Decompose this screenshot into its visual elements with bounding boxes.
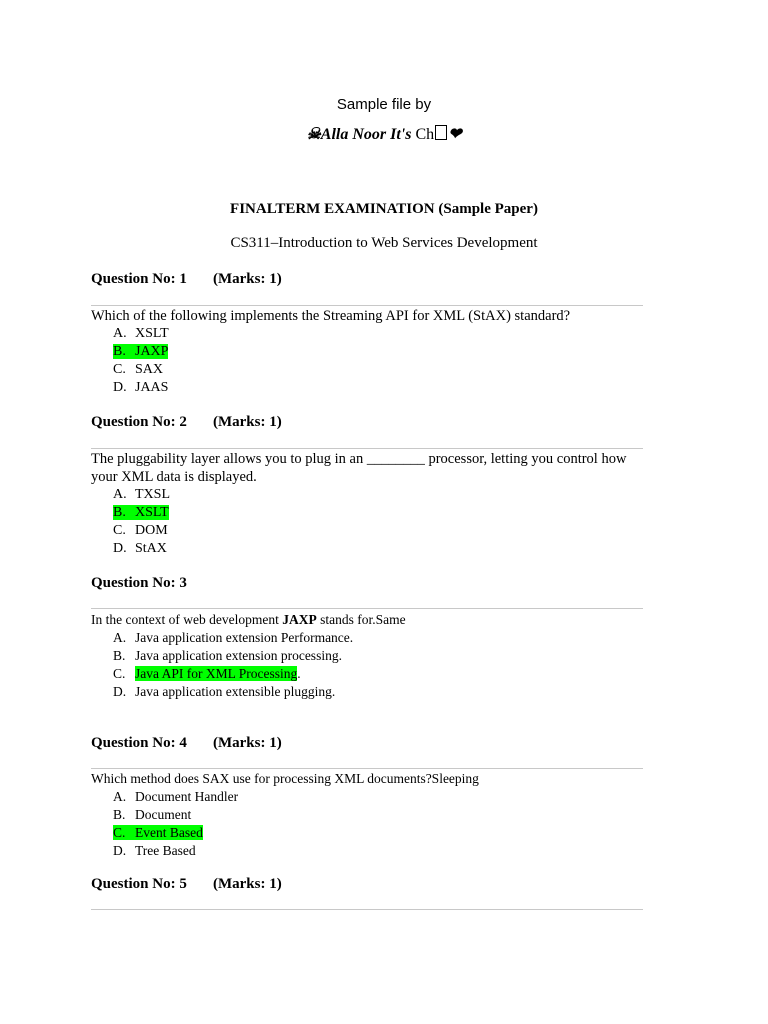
question-1-marks: (Marks: 1) xyxy=(213,271,282,287)
divider xyxy=(91,909,643,910)
author-name: Alla Noor It's xyxy=(320,126,412,143)
missing-glyph-icon xyxy=(435,125,447,140)
skull-icon: ☠ xyxy=(306,126,321,143)
question-1-text: Which of the following implements the Streaming API for XML (StAX) standard? xyxy=(91,308,571,324)
course-title: CS311–Introduction to Web Services Development xyxy=(230,235,538,251)
option-a: A. Document Handler xyxy=(113,789,239,804)
divider xyxy=(91,305,643,306)
option-b-correct: B. XSLT xyxy=(113,505,169,520)
divider xyxy=(91,608,643,609)
option-d: D. JAAS xyxy=(113,380,169,395)
divider xyxy=(91,768,643,769)
author-signature xyxy=(0,124,768,144)
question-4-text: Which method does SAX use for processing XML documents?Sleeping xyxy=(91,771,479,786)
question-2-marks: (Marks: 1) xyxy=(213,414,282,430)
sample-file-label: Sample file by xyxy=(336,96,432,113)
option-b: B. Java application extension processing. xyxy=(113,648,342,663)
option-d: D. StAX xyxy=(113,541,167,556)
question-2-options xyxy=(113,486,170,558)
question-4-number: Question No: 4 xyxy=(91,735,187,751)
option-b-correct: B. JAXP xyxy=(113,344,169,359)
question-5-number: Question No: 5 xyxy=(91,876,187,892)
option-d: D. Tree Based xyxy=(113,843,196,858)
question-3-number: Question No: 3 xyxy=(91,575,187,591)
question-4-marks: (Marks: 1) xyxy=(213,735,282,751)
question-2-number: Question No: 2 xyxy=(91,414,187,430)
question-5-heading xyxy=(91,876,282,893)
option-a: A. XSLT xyxy=(113,326,169,341)
option-d: D. Java application extensible plugging. xyxy=(113,684,336,699)
question-3-heading xyxy=(91,575,187,592)
question-4-options xyxy=(113,788,238,860)
question-2-heading xyxy=(91,414,282,431)
option-c: C. SAX xyxy=(113,362,164,377)
question-3-text: In the context of web development JAXP stands for.Same xyxy=(91,612,406,627)
option-a: A. TXSL xyxy=(113,487,170,502)
option-a: A. Java application extension Performance. xyxy=(113,630,354,645)
option-c-correct: C. Event Based xyxy=(113,825,203,840)
question-3-options xyxy=(113,629,353,701)
heart-icon: ❤ xyxy=(448,126,462,143)
question-1-number: Question No: 1 xyxy=(91,271,187,287)
question-2-text: The pluggability layer allows you to plug in an ________ processor, letting you control how your XML data is displayed. xyxy=(91,451,627,485)
option-b: B. Document xyxy=(113,807,192,822)
option-c: C. DOM xyxy=(113,523,168,538)
question-4-heading xyxy=(91,735,282,752)
author-tail: Ch xyxy=(415,126,435,143)
option-c-correct: C. Java API for XML Processing. xyxy=(113,666,301,681)
question-1-options xyxy=(113,325,169,397)
divider xyxy=(91,448,643,449)
exam-title: FINALTERM EXAMINATION (Sample Paper) xyxy=(230,201,538,217)
question-5-marks: (Marks: 1) xyxy=(213,876,282,892)
question-1-heading xyxy=(91,271,282,288)
